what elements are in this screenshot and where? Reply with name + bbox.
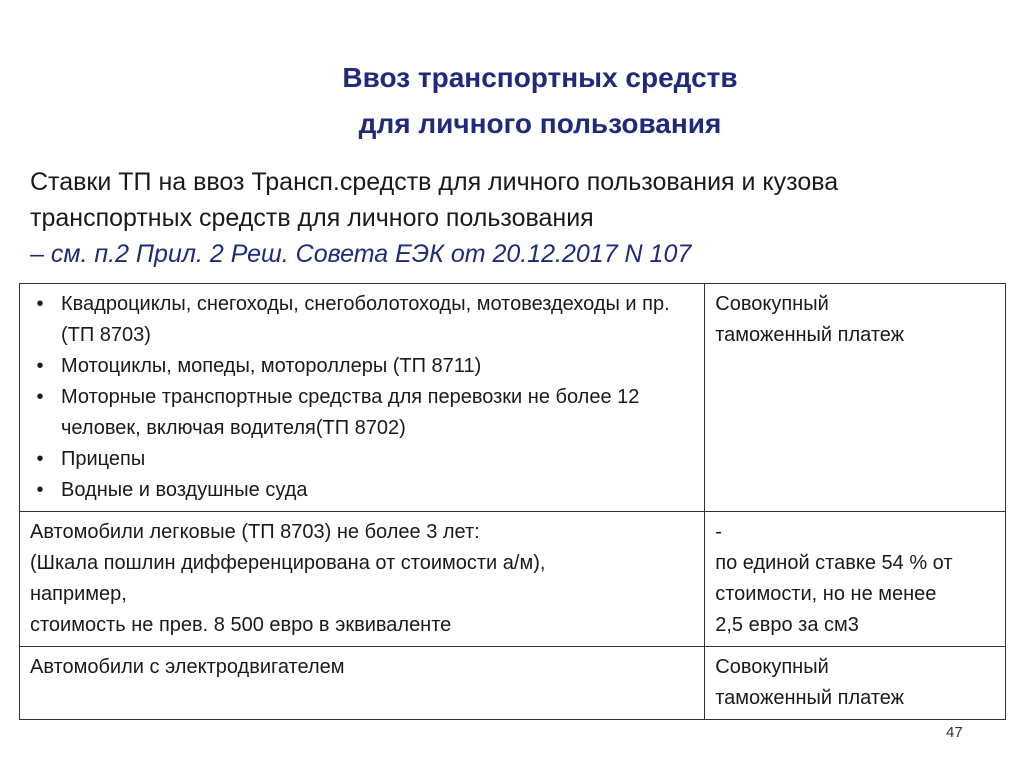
list-item: [30, 351, 694, 382]
category-text: например,: [30, 583, 127, 605]
list-item-text: Прицепы: [61, 448, 146, 470]
list-item: [30, 444, 694, 475]
category-text: Автомобили легковые (ТП 8703) не более 3 лет:: [30, 521, 480, 543]
vehicle-category-cell: [20, 647, 705, 720]
rates-table: [19, 283, 1006, 720]
slide-title: [150, 55, 930, 147]
list-item-text: Моторные транспортные средства для перевозки не более 12 человек, включая водителя(ТП 8702): [61, 386, 640, 439]
table-row: [20, 284, 1006, 512]
bullet-icon: •: [36, 386, 44, 408]
rate-text: Совокупный: [715, 293, 829, 315]
category-text: Автомобили с электродвигателем: [30, 656, 345, 678]
list-item: [30, 475, 694, 506]
intro-line-2: транспортных средств для личного пользования: [30, 204, 594, 232]
bullet-icon: •: [36, 293, 44, 315]
intro-reference: – см. п.2 Прил. 2 Реш. Совета ЕЭК от 20.12.2017 N 107: [30, 240, 692, 268]
list-item-text: Квадроциклы, снегоходы, снегоболотоходы, мотовездеходы и пр. (ТП 8703): [61, 293, 670, 346]
category-text: (Шкала пошлин дифференцирована от стоимости а/м),: [30, 552, 546, 574]
bullet-icon: •: [36, 448, 44, 470]
rate-text: стоимости, но не менее: [715, 583, 937, 605]
bullet-icon: •: [36, 355, 44, 377]
bullet-icon: •: [36, 479, 44, 501]
table-row: [20, 512, 1006, 647]
list-item: [30, 382, 694, 444]
title-line-1: Ввоз транспортных средств: [342, 62, 738, 93]
rate-cell: [705, 284, 1006, 512]
category-text: стоимость не прев. 8 500 евро в эквиваленте: [30, 614, 452, 636]
rate-text: 2,5 евро за см3: [715, 614, 859, 636]
rate-cell: [705, 512, 1006, 647]
vehicle-list: [30, 289, 694, 506]
vehicle-category-cell: [20, 284, 705, 512]
rate-text: таможенный платеж: [715, 687, 905, 709]
intro-line-1: Ставки ТП на ввоз Трансп.средств для личного пользования и кузова: [30, 168, 839, 196]
title-line-2: для личного пользования: [358, 108, 722, 139]
list-item-text: Мотоциклы, мопеды, мотороллеры (ТП 8711): [61, 355, 482, 377]
list-item-text: Водные и воздушные суда: [61, 479, 308, 501]
vehicle-category-cell: [20, 512, 705, 647]
intro-text: [30, 164, 1010, 272]
rate-text: Совокупный: [715, 656, 829, 678]
page-number: 47: [946, 724, 963, 741]
rate-text: -: [715, 521, 722, 543]
rate-text: по единой ставке 54 % от: [715, 552, 953, 574]
rate-cell: [705, 647, 1006, 720]
table-row: [20, 647, 1006, 720]
list-item: [30, 289, 694, 351]
rate-text: таможенный платеж: [715, 324, 905, 346]
